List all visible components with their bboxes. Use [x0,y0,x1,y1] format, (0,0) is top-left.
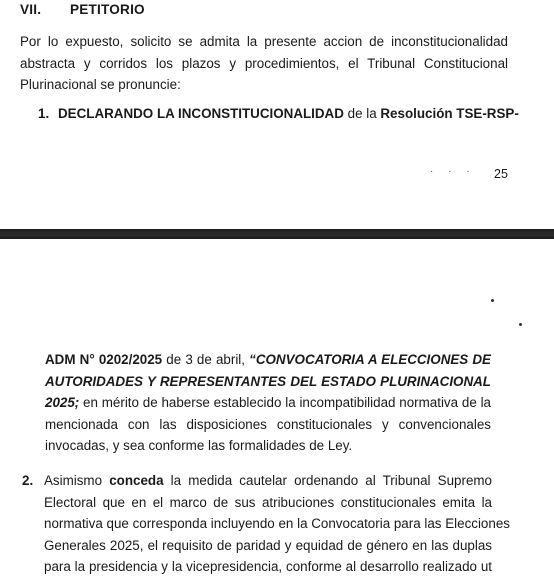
item-text: Asimismo [44,473,110,488]
section-heading [20,2,145,17]
item-bold-verb: conceda [109,473,164,488]
continuation-line [45,371,491,393]
resolution-title: “CONVOCATORIA A ELECCIONES DE [249,352,491,367]
scan-speck [519,323,522,326]
continuation-text: en mérito de haberse establecido la incompatibilidad normativa de la [79,395,491,410]
item-bold-lead: DECLARANDO LA INCONSTITUCIONALIDAD [58,106,344,121]
item-number: 2. [22,473,34,488]
page-separator [0,229,554,239]
item-text: la medida cautelar ordenando al Tribunal Supremo [163,473,492,488]
page-number: 25 [494,167,508,181]
resolution-title: AUTORIDADES Y REPRESENTANTES DEL ESTADO PLURINACIONAL [45,373,491,389]
scan-artifact: · · · [430,166,476,177]
item-connector: de la [343,106,381,121]
item-line: Electoral que en el marco de sus atribuciones constitucionales emita la [44,494,492,510]
item-resolution-ref: Resolución TSE-RSP- [380,106,519,121]
item-line [44,470,492,492]
item-number: 1. [38,106,50,121]
petition-item-1 [38,106,519,121]
petition-item-2 [22,470,510,578]
section-title: PETITORIO [70,2,145,17]
document-page-upper [0,0,554,229]
resolution-continuation [45,349,491,457]
continuation-line: invocadas, y sea conforme las formalidades de Ley. [45,438,353,453]
item-line: normativa que corresponda incluyendo en la Convocatoria para las Elecciones [44,516,510,531]
continuation-line [45,349,491,371]
section-number: VII. [20,2,42,17]
scan-speck [491,299,494,302]
resolution-date: de 3 de abril, [162,352,250,367]
resolution-number: ADM N° 0202/2025 [45,352,163,367]
intro-line: abstracta y corridos los plazos y procedimientos, el Tribunal Constitucional [20,55,508,71]
intro-paragraph [20,31,508,96]
intro-line: Por lo expuesto, solicito se admita la presente accion de inconstitucionalidad [20,34,508,49]
item-body [44,470,510,578]
continuation-line [45,392,491,414]
resolution-title: 2025; [45,395,80,410]
intro-line: Plurinacional se pronuncie: [20,77,181,92]
document-page-lower [0,239,554,579]
item-line: Generales 2025, el requisito de paridad y equidad de género en las duplas [44,537,492,553]
continuation-line: mencionada con las disposiciones constitucionales y convencionales [45,416,491,432]
item-line: para la presidencia y la vicepresidencia, conforme al desarrollo realizado ut [44,559,492,574]
